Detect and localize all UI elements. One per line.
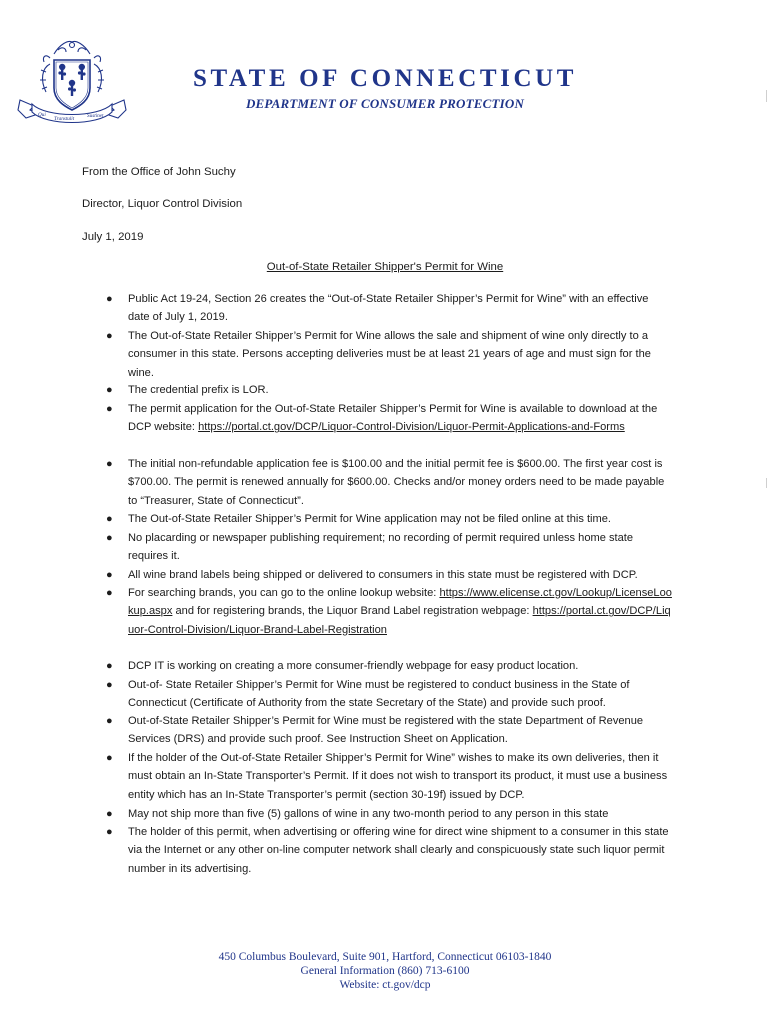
department-name: DEPARTMENT OF CONSUMER PROTECTION xyxy=(245,96,525,111)
bullet-icon: ● xyxy=(106,403,113,415)
brand-label-registration-link[interactable]: https://portal.ct.gov/DCP/Liquor-Control-Division/Liquor-Brand-Label-Registration xyxy=(128,605,671,636)
bullet-icon: ● xyxy=(106,293,113,305)
bullet-icon: ● xyxy=(106,660,113,672)
scan-edge-mark xyxy=(766,478,767,488)
footer-address: 450 Columbus Boulevard, Suite 901, Hartford, Connecticut 06103-1840 xyxy=(218,951,552,963)
list-item-text: The Out-of-State Retailer Shipper’s Permit for Wine allows the sale and shipment of wine only directly to a consumer in this state. Persons accepting deliveries must be at least 21 years of age and must sign for the wine. xyxy=(128,330,651,379)
letter-date: July 1, 2019 xyxy=(82,231,144,243)
bullet-icon: ● xyxy=(106,826,113,838)
list-item-text: No placarding or newspaper publishing requirement; no recording of permit required unless home state requires it. xyxy=(128,532,634,563)
svg-text:Qui: Qui xyxy=(38,112,46,118)
list-item-text: DCP IT is working on creating a more consumer-friendly webpage for easy product location. xyxy=(128,660,579,672)
bullet-icon: ● xyxy=(106,569,113,581)
bullet-icon: ● xyxy=(106,330,113,342)
bullet-icon: ● xyxy=(106,715,113,727)
list-item-text: The holder of this permit, when advertising or offering wine for direct wine shipment to a consumer in this state via the Internet or any other on-line computer network shall clearly and conspicuously state such liquor permit number in its advertising. xyxy=(128,826,669,875)
memo-title: Out-of-State Retailer Shipper's Permit for Wine xyxy=(266,261,504,273)
list-item-text: The permit application for the Out-of-State Retailer Shipper’s Permit for Wine is available to download at the DCP website: https://portal.ct.gov/DCP/Liquor-Control-Division/Liquor-Permit-Applications-and-Forms xyxy=(128,403,658,434)
list-item-text: Public Act 19-24, Section 26 creates the “Out-of-State Retailer Shipper’s Permit for Wine” with an effective date of July 1, 2019. xyxy=(128,293,649,324)
from-office: From the Office of John Suchy xyxy=(82,166,236,178)
bullet-icon: ● xyxy=(106,587,113,599)
connecticut-state-seal-icon xyxy=(16,36,128,134)
bullet-icon: ● xyxy=(106,679,113,691)
bullet-icon: ● xyxy=(106,532,113,544)
list-item-text: Out-of-State Retailer Shipper’s Permit for Wine must be registered with the state Department of Revenue Services (DRS) and provide such proof. See Instruction Sheet on Application. xyxy=(128,715,644,746)
footer-phone: General Information (860) 713-6100 xyxy=(300,965,470,977)
bullet-icon: ● xyxy=(106,513,113,525)
bullet-icon: ● xyxy=(106,808,113,820)
list-item-text: For searching brands, you can go to the online lookup website: https://www.elicense.ct.gov/Lookup/LicenseLookup.aspx and for registering brands, the Liquor Brand Label registration webpage: https://portal.ct.gov/DCP/Liquor-Control-Division/Liquor-Brand-Label-Registration xyxy=(128,587,672,636)
list-item-text: May not ship more than five (5) gallons of wine in any two-month period to any person in this state xyxy=(128,808,609,820)
state-title: STATE OF CONNECTICUT xyxy=(192,65,578,92)
svg-text:Sustinet: Sustinet xyxy=(87,113,104,119)
list-item-text: If the holder of the Out-of-State Retailer Shipper’s Permit for Wine” wishes to make its own deliveries, then it must obtain an In-State Transporter’s Permit. If it does not wish to transport its product, it must use a business entity which has an In-State Transporter’s permit (section 30-19f) issued by DCP. xyxy=(128,752,668,801)
list-item-text: Out-of- State Retailer Shipper’s Permit for Wine must be registered to conduct business in the State of Connecticut (Certificate of Authority from the state Secretary of the State) and provide such proof. xyxy=(128,679,630,710)
footer xyxy=(150,950,620,992)
bullet-icon: ● xyxy=(106,384,113,396)
bullet-icon: ● xyxy=(106,752,113,764)
footer-website: Website: ct.gov/dcp xyxy=(339,979,431,991)
list-item-text: All wine brand labels being shipped or delivered to consumers in this state must be registered with DCP. xyxy=(128,569,638,581)
from-position: Director, Liquor Control Division xyxy=(82,198,243,210)
svg-text:Transtulit: Transtulit xyxy=(54,116,75,122)
application-forms-link[interactable]: https://portal.ct.gov/DCP/Liquor-Control-Division/Liquor-Permit-Applications-and-Forms xyxy=(198,421,625,434)
list-item-text: The credential prefix is LOR. xyxy=(128,384,269,396)
letterhead xyxy=(150,64,620,112)
list-item-text: The initial non-refundable application fee is $100.00 and the initial permit fee is $600.00. The first year cost is $700.00. The permit is renewed annually for $600.00. Checks and/or money orders need to be made payable to “Treasurer, State of Connecticut”. xyxy=(128,458,665,507)
list-item-text: The Out-of-State Retailer Shipper’s Permit for Wine application may not be filed online at this time. xyxy=(128,513,612,525)
bullet-icon: ● xyxy=(106,458,113,470)
scan-edge-mark xyxy=(766,90,767,102)
license-lookup-link[interactable]: https://www.elicense.ct.gov/Lookup/LicenseLookup.aspx xyxy=(128,587,672,618)
